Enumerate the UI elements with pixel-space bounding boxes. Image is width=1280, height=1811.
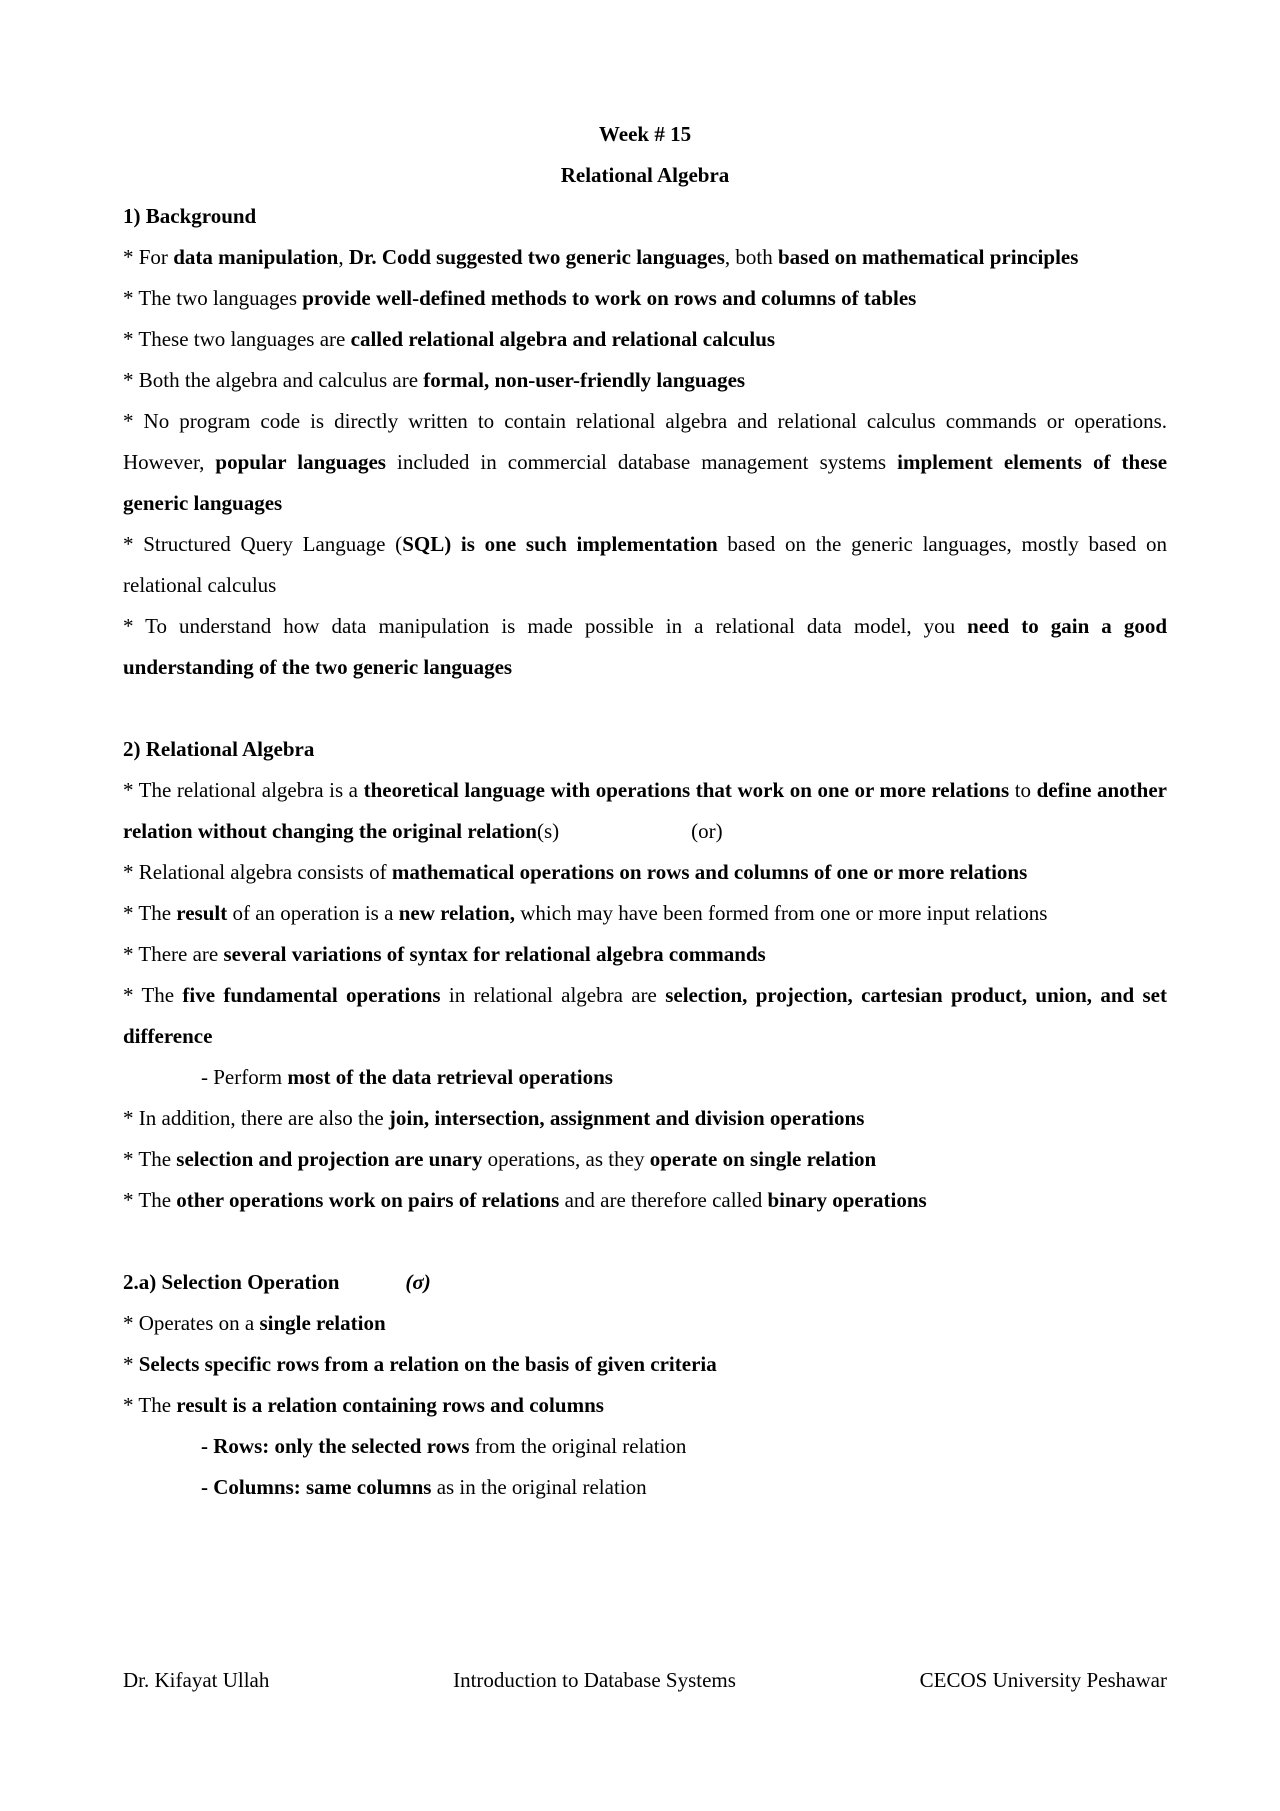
paragraph: * Structured Query Language (SQL) is one such implementation based on the generic languages, mostly based on relational calculus: [123, 532, 1167, 597]
paragraph: * Relational algebra consists of mathematical operations on rows and columns of one or more relations: [123, 860, 1028, 884]
paragraph: * The result is a relation containing rows and columns: [123, 1393, 604, 1417]
paragraph: * The other operations work on pairs of relations and are therefore called binary operations: [123, 1188, 927, 1212]
footer-course: Introduction to Database Systems: [453, 1668, 736, 1692]
spacer: [123, 1221, 1167, 1262]
sub-point: - Rows: only the selected rows from the original relation: [201, 1434, 687, 1458]
sub-point: - Perform most of the data retrieval operations: [201, 1065, 613, 1089]
sub-point: - Columns: same columns as in the original relation: [201, 1475, 647, 1499]
sigma-symbol: (σ): [405, 1270, 431, 1294]
paragraph: * The result of an operation is a new relation, which may have been formed from one or more input relations: [123, 901, 1048, 925]
paragraph: * The five fundamental operations in relational algebra are selection, projection, cartesian product, union, and set difference: [123, 983, 1167, 1048]
paragraph: * The two languages provide well-defined methods to work on rows and columns of tables: [123, 286, 917, 310]
page-body: [123, 114, 1167, 1508]
page-footer: [123, 1666, 1167, 1694]
section-heading-selection-operation: 2.a) Selection Operation (σ): [123, 1262, 1167, 1303]
paragraph: * The relational algebra is a theoretical language with operations that work on one or more relations to define another relation without changing the original relation(s) (or): [123, 778, 1167, 843]
paragraph: * No program code is directly written to contain relational algebra and relational calculus commands or operations. However, popular languages included in commercial database management systems implement elements of these generic languages: [123, 409, 1168, 515]
section-heading-background: 1) Background: [123, 204, 257, 228]
footer-author: Dr. Kifayat Ullah: [123, 1668, 270, 1692]
spacer: [123, 688, 1167, 729]
paragraph: * The selection and projection are unary operations, as they operate on single relation: [123, 1147, 877, 1171]
paragraph: * In addition, there are also the join, intersection, assignment and division operations: [123, 1106, 865, 1130]
paragraph: * Operates on a single relation: [123, 1311, 386, 1335]
section-heading-relational-algebra: 2) Relational Algebra: [123, 737, 315, 761]
document-title: Relational Algebra: [560, 163, 730, 187]
paragraph: * These two languages are called relational algebra and relational calculus: [123, 327, 776, 351]
paragraph: * Both the algebra and calculus are formal, non-user-friendly languages: [123, 368, 746, 392]
week-title: Week # 15: [598, 122, 692, 146]
paragraph: * For data manipulation, Dr. Codd suggested two generic languages, both based on mathematical principles: [123, 245, 1079, 269]
paragraph: * There are several variations of syntax for relational algebra commands: [123, 942, 766, 966]
paragraph: * Selects specific rows from a relation on the basis of given criteria: [123, 1352, 717, 1376]
footer-institution: CECOS University Peshawar: [919, 1668, 1167, 1692]
paragraph: * To understand how data manipulation is made possible in a relational data model, you need to gain a good understanding of the two generic languages: [123, 614, 1168, 679]
